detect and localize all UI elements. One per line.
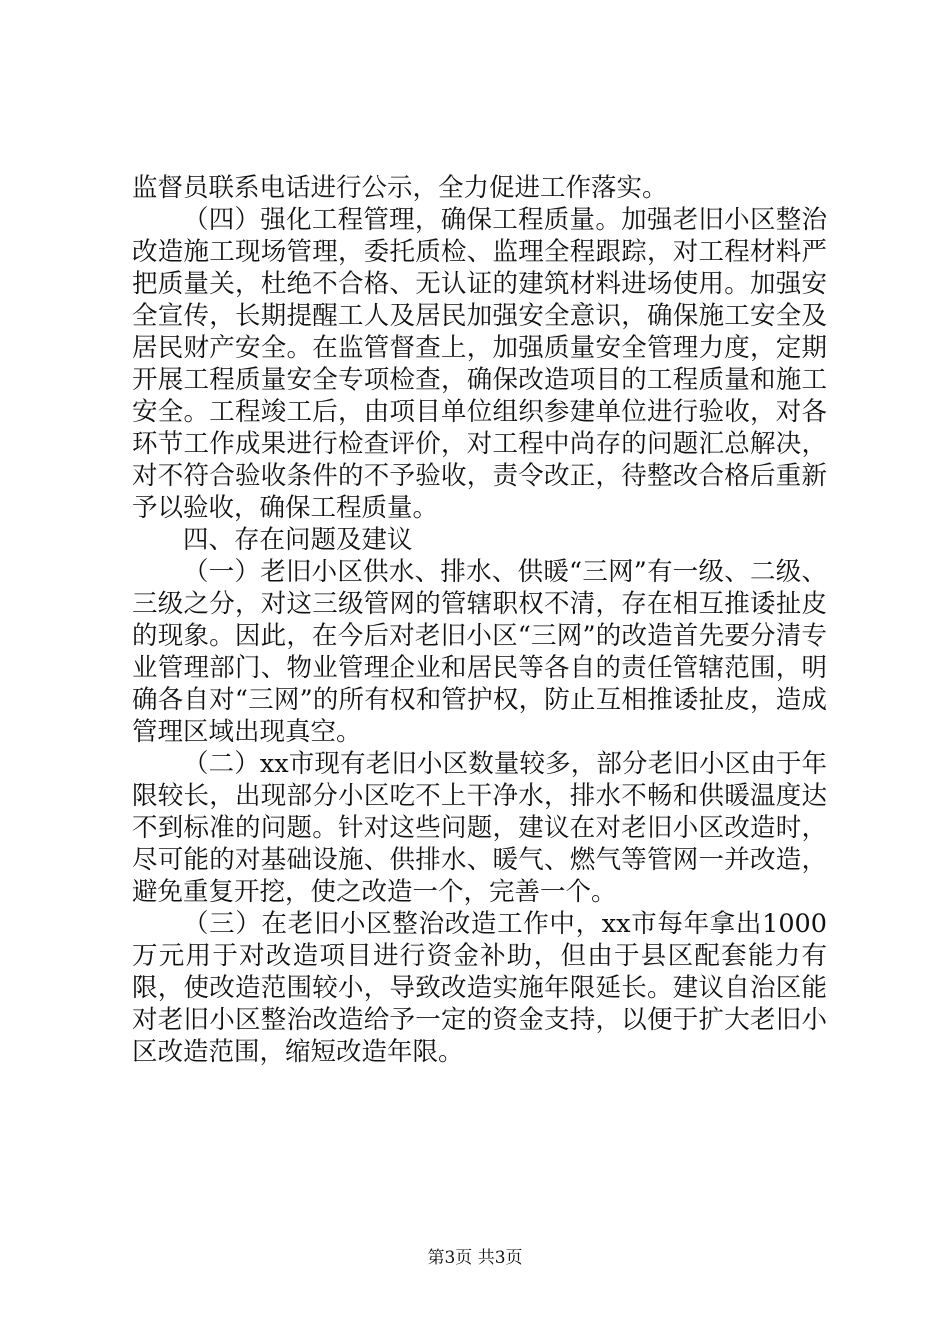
section-heading: 四、存在问题及建议 (183, 525, 413, 555)
paragraph-5: （三）在老旧小区整治改造工作中，xx市每年拿出1000万元用于对改造项目进行资金补助，但由于县区配套能力有限，使改造范围较小，导致改造实施年限延长。建议自治区能对老旧小区整治改造给予一定的资金支持，以便于扩大老旧小区改造范围，缩短改造年限。 (132, 909, 827, 1067)
document-body (132, 172, 827, 1068)
paragraph-2: （四）强化工程管理，确保工程质量。加强老旧小区整治改造施工现场管理，委托质检、监理全程跟踪，对工程材料严把质量关，杜绝不合格、无认证的建筑材料进场使用。加强安全宣传，长期提醒工人及居民加强安全意识，确保施工安全及居民财产安全。在监管督查上，加强质量安全管理力度，定期开展工程质量安全专项检查，确保改造项目的工程质量和施工安全。工程竣工后，由项目单位组织参建单位进行验收，对各环节工作成果进行检查评价，对工程中尚存的问题汇总解决，对不符合验收条件的不予验收，责令改正，待整改合格后重新予以验收，确保工程质量。 (132, 205, 827, 523)
paragraph-4: （二）xx市现有老旧小区数量较多，部分老旧小区由于年限较长，出现部分小区吃不上干净水，排水不畅和供暖温度达不到标准的问题。针对这些问题，建议在对老旧小区改造时，尽可能的对基础设施、供排水、暖气、燃气等管网一并改造，避免重复开挖，使之改造一个，完善一个。 (132, 749, 827, 907)
page-footer: 第3页 共3页 (427, 1248, 523, 1268)
paragraph-3: （一）老旧小区供水、排水、供暖“三网”有一级、二级、三级之分，对这三级管网的管辖职权不清，存在相互推诿扯皮的现象。因此，在今后对老旧小区“三网”的改造首先要分清专业管理部门、物业管理企业和居民等各自的责任管辖范围，明确各自对“三网”的所有权和管护权，防止互相推诿扯皮，造成管理区域出现真空。 (132, 557, 827, 747)
paragraph-1: 监督员联系电话进行公示，全力促进工作落实。 (132, 173, 668, 203)
